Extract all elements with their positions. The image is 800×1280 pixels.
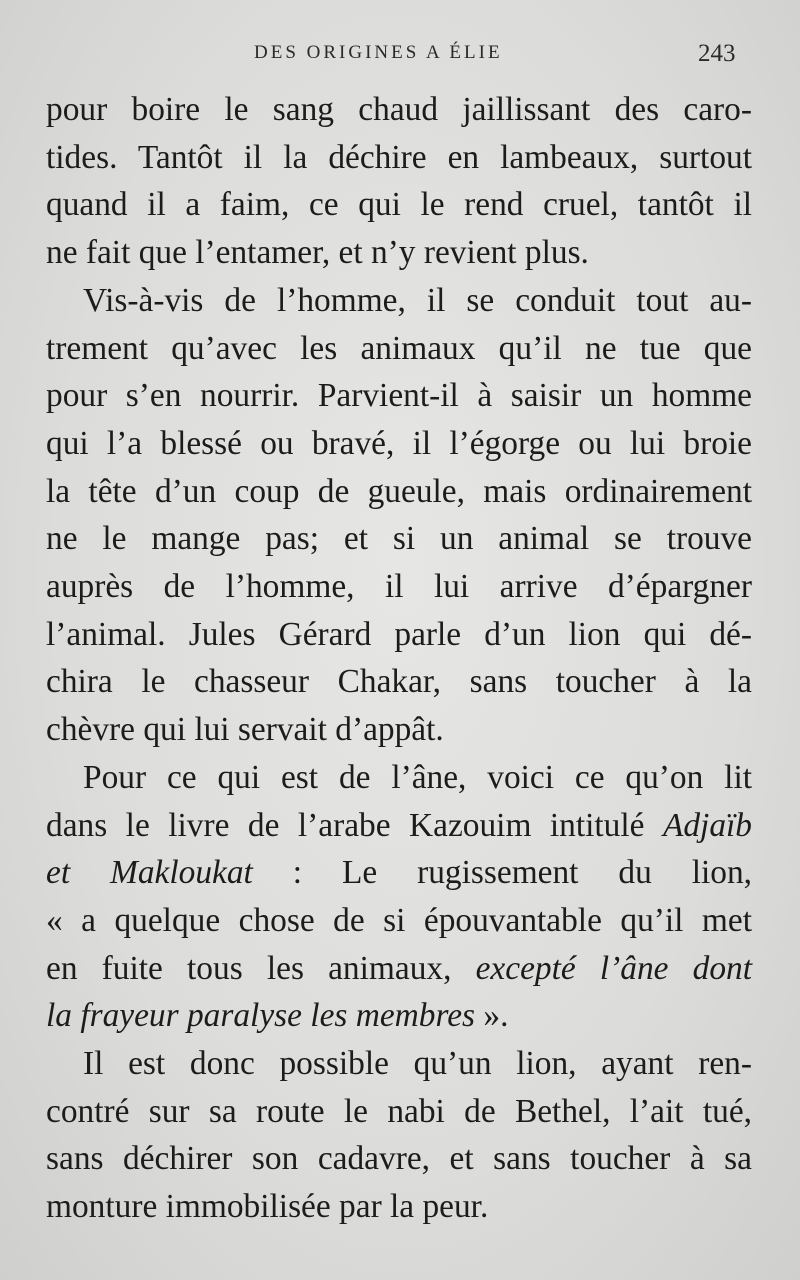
text-run: ». [475,997,509,1035]
paragraph-4 [46,1040,752,1231]
text-run: ne fait que l’entamer, et n’y revient plus. [46,234,589,272]
text-line [46,611,752,659]
text-run: chèvre qui lui servait d’appât. [46,711,444,749]
text-run: trement qu’avec les animaux qu’il ne tue que [46,329,752,367]
text-run: Pour ce qui est de l’âne, voici ce qu’on lit [83,758,752,796]
text-run: pour s’en nourrir. Parvient-il à saisir un homme [46,377,752,415]
text-line [46,849,752,897]
italic-title: Adjaïb [662,806,752,844]
page-number: 243 [698,40,736,67]
text-line [46,897,752,945]
italic-title: et Makloukat [46,854,253,892]
body-text [46,86,752,1231]
paragraph-3 [46,754,752,1040]
paragraph-2 [46,277,752,754]
text-line [46,945,752,993]
text-line [46,1135,752,1183]
text-run: : Le rugissement du lion, [252,854,752,892]
text-run: contré sur sa route le nabi de Bethel, l’ait tué, [46,1092,752,1130]
text-run: sans déchirer son cadavre, et sans toucher à sa [46,1140,752,1178]
text-line [46,229,752,277]
text-run: qui l’a blessé ou bravé, il l’égorge ou lui broie [46,424,752,462]
text-line [46,802,752,850]
text-line [46,706,752,754]
text-line [46,277,752,325]
text-run: dans le livre de l’arabe Kazouim intitulé [46,806,663,844]
text-run: quand il a faim, ce qui le rend cruel, tantôt il [46,186,752,224]
text-run: chira le chasseur Chakar, sans toucher à la [46,663,752,701]
text-run: pour boire le sang chaud jaillissant des caro- [46,91,752,128]
text-run: auprès de l’homme, il lui arrive d’épargner [46,568,752,606]
text-line [46,992,752,1040]
text-run: tides. Tantôt il la déchire en lambeaux, surtout [46,138,752,176]
text-line [46,1040,752,1088]
text-line [46,134,752,182]
text-run: « a quelque chose de si épouvantable qu’il met [46,901,752,939]
text-run: en fuite tous les animaux, [46,949,476,987]
text-line [46,372,752,420]
text-line [46,181,752,229]
italic-quote: la frayeur paralyse les membres [46,997,476,1035]
italic-quote: excepté l’âne dont [475,949,752,987]
text-run: Vis-à-vis de l’homme, il se conduit tout au- [83,281,752,319]
text-run: la tête d’un coup de gueule, mais ordinairement [46,472,752,510]
text-run: Il est donc possible qu’un lion, ayant ren- [83,1045,752,1083]
text-line [46,325,752,373]
text-line [46,420,752,468]
text-line [46,515,752,563]
text-run: monture immobilisée par la peur. [46,1188,489,1226]
running-title: DES ORIGINES A ÉLIE [254,42,503,63]
text-run: l’animal. Jules Gérard parle d’un lion qui dé- [46,615,752,653]
text-line [46,1183,752,1231]
text-run: ne le mange pas; et si un animal se trouve [46,520,752,558]
text-line [46,86,752,134]
text-line [46,563,752,611]
paragraph-1 [46,86,752,277]
running-head [0,38,800,78]
text-line [46,658,752,706]
text-line [46,468,752,516]
text-line [46,1088,752,1136]
text-line [46,754,752,802]
